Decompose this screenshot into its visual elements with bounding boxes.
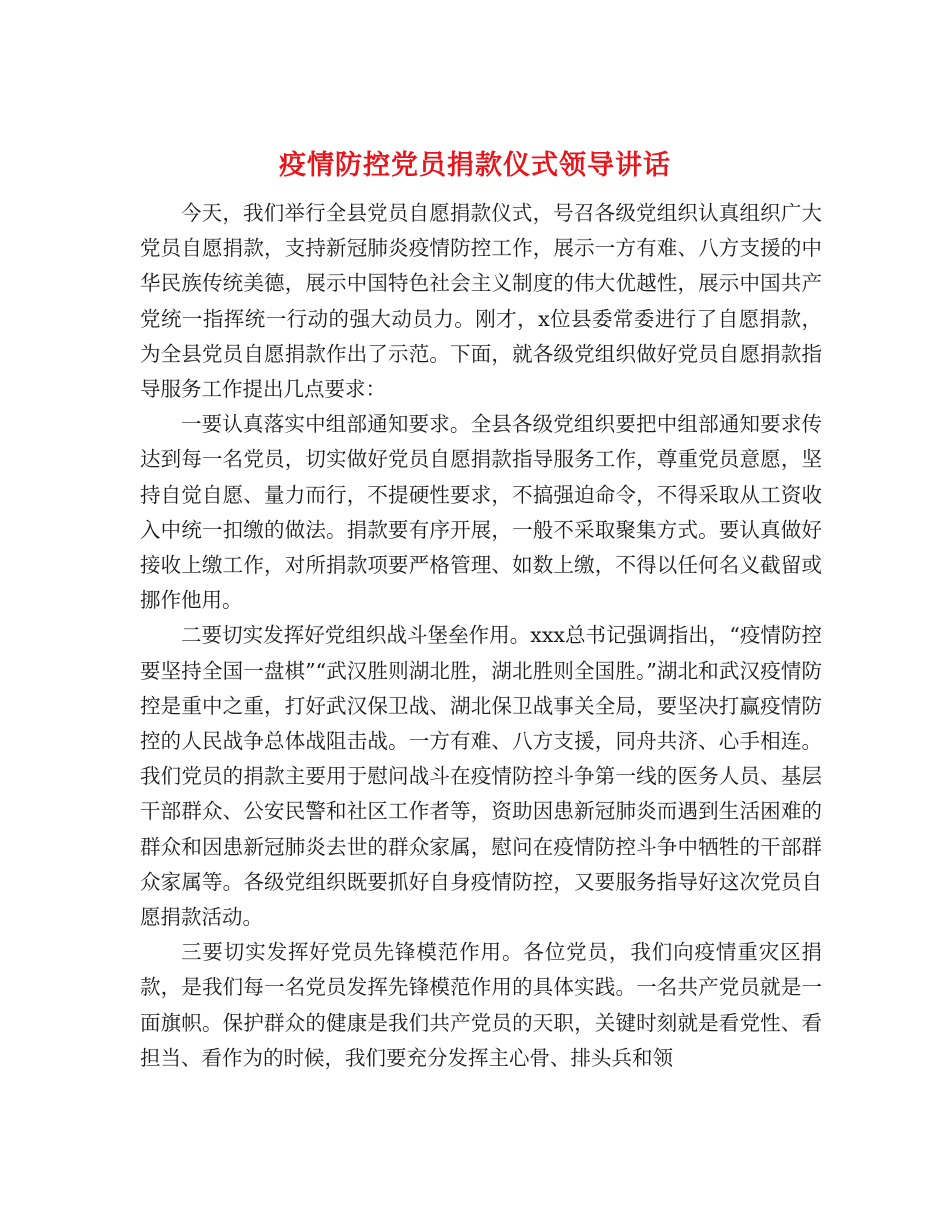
paragraph-intro: 今天，我们举行全县党员自愿捐款仪式，号召各级党组织认真组织广大党员自愿捐款，支持新冠肺炎疫情防控工作，展示一方有难、八方支援的中华民族传统美德，展示中国特色社会主义制度的伟大优越性，展示中国共产党统一指挥统一行动的强大动员力。刚才，x位县委常委进行了自愿捐款，为全县党员自愿捐款作出了示范。下面，就各级党组织做好党员自愿捐款指导服务工作提出几点要求：	[140, 201, 822, 402]
document-title: 疫情防控党员捐款仪式领导讲话	[279, 150, 671, 182]
paragraph-requirement-2: 二要切实发挥好党组织战斗堡垒作用。xxx总书记强调指出，“疫情防控要坚持全国一盘棋”“武汉胜则湖北胜，湖北胜则全国胜。”湖北和武汉疫情防控是重中之重，打好武汉保卫战、湖北保卫战事关全局，要坚决打赢疫情防控的人民战争总体战阻击战。一方有难、八方支援，同舟共济、心手相连。我们党员的捐款主要用于慰问战斗在疫情防控斗争第一线的医务人员、基层干部群众、公安民警和社区工作者等，资助因患新冠肺炎而遇到生活困难的群众和因患新冠肺炎去世的群众家属，慰问在疫情防控斗争中牺牲的干部群众家属等。各级党组织既要抓好自身疫情防控，又要服务指导好这次党员自愿捐款活动。	[140, 623, 822, 930]
document-body	[140, 196, 822, 1076]
paragraph-requirement-1: 一要认真落实中组部通知要求。全县各级党组织要把中组部通知要求传达到每一名党员，切实做好党员自愿捐款指导服务工作，尊重党员意愿，坚持自觉自愿、量力而行，不提硬性要求，不搞强迫命令，不得采取从工资收入中统一扣缴的做法。捐款要有序开展，一般不采取聚集方式。要认真做好接收上缴工作，对所捐款项要严格管理、如数上缴，不得以任何名义截留或挪作他用。	[140, 412, 822, 613]
paragraph-requirement-3: 三要切实发挥好党员先锋模范作用。各位党员，我们向疫情重灾区捐款，是我们每一名党员发挥先锋模范作用的具体实践。一名共产党员就是一面旗帜。保护群众的健康是我们共产党员的天职，关键时刻就是看党性、看担当、看作为的时候，我们要充分发挥主心骨、排头兵和领	[140, 940, 822, 1070]
